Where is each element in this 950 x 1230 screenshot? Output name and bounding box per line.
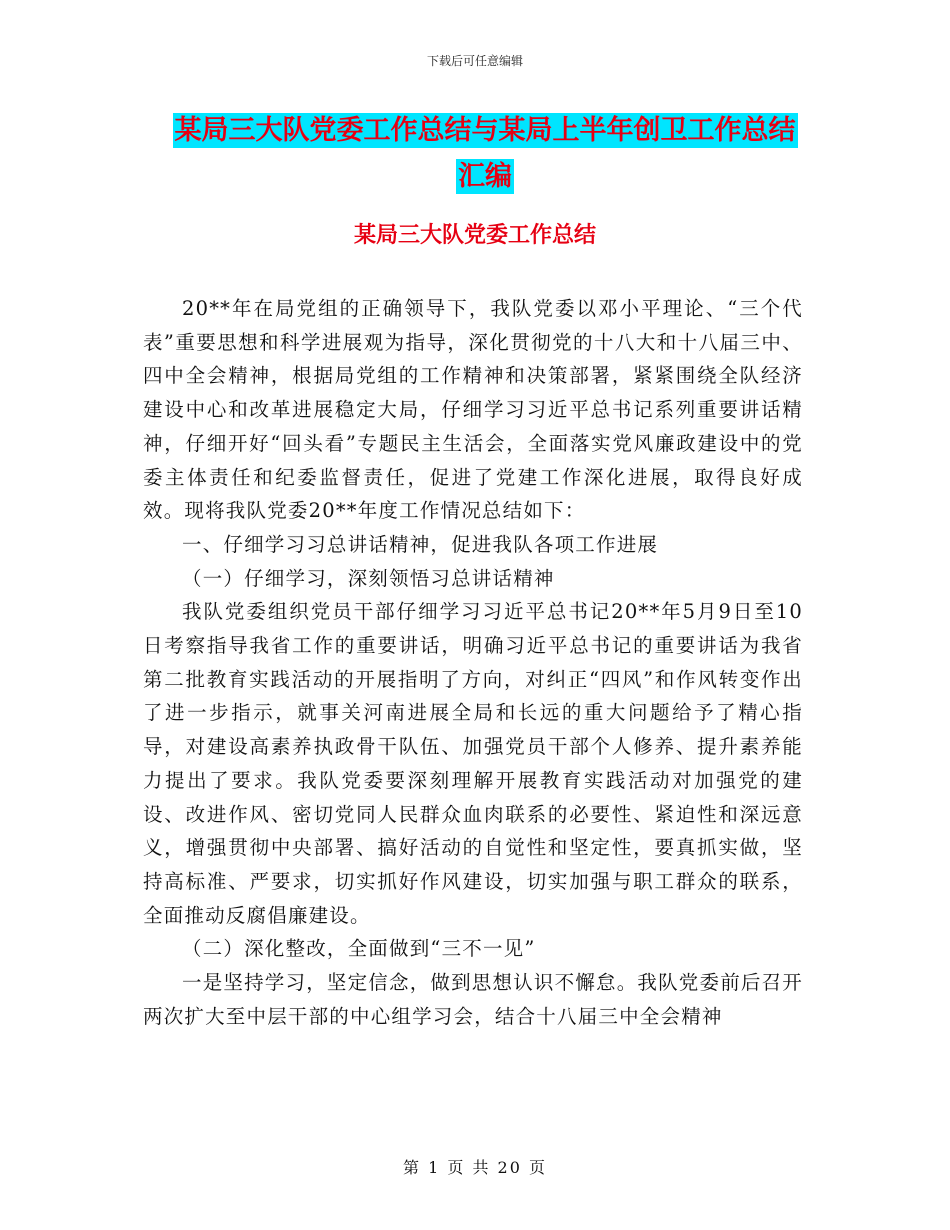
document-title — [140, 108, 830, 200]
title-line-2: 汇编 — [458, 161, 512, 192]
document-body — [143, 292, 803, 1033]
paragraph-study: 我队党委组织党员干部仔细学习习近平总书记20**年5月9日至10日考察指导我省工作的重要讲话，明确习近平总书记的重要讲话为我省第二批教育实践活动的开展指明了方向，对纠正“四风”和作风转变作出了进一步指示，就事关河南进展全局和长远的重大问题给予了精心指导，对建设高素养执政骨干队伍、加强党员干部个人修养、提升素养能力提出了要求。我队党委要深刻理解开展教育实践活动对加强党的建设、改进作风、密切党同人民群众血肉联系的必要性、紧迫性和深远意义，增强贯彻中央部署、搞好活动的自觉性和坚定性，要真抓实做，坚持高标准、严要求，切实抓好作风建设，切实加强与职工群众的联系，全面推动反腐倡廉建设。 — [143, 600, 803, 927]
paragraph-heading-1: 一、仔细学习习总讲话精神，促进我队各项工作进展 — [182, 532, 659, 556]
paragraph-subheading-2: （二）深化整改，全面做到“三不一见” — [182, 937, 536, 961]
paragraph-intro: 20**年在局党组的正确领导下，我队党委以邓小平理论、“三个代表”重要思想和科学进展观为指导，深化贯彻党的十八大和十八届三中、四中全会精神，根据局党组的工作精神和决策部署，紧紧围绕全队经济建设中心和改革进展稳定大局，仔细学习习近平总书记系列重要讲话精神，仔细开好“回头看”专题民主生活会，全面落实党风廉政建设中的党委主体责任和纪委监督责任，促进了党建工作深化进展，取得良好成效。现将我队党委20**年度工作情况总结如下： — [143, 297, 803, 523]
title-line-1: 某局三大队党委工作总结与某局上半年创卫工作总结 — [174, 115, 796, 146]
header-note: 下载后可任意编辑 — [426, 54, 523, 68]
paragraph-subheading-1: （一）仔细学习，深刻领悟习总讲话精神 — [182, 566, 555, 590]
paragraph-rectify: 一是坚持学习，坚定信念，做到思想认识不懈怠。我队党委前后召开两次扩大至中层干部的中心组学习会，结合十八届三中全会精神 — [143, 971, 804, 1028]
page-footer: 第 1 页 共 20 页 — [403, 1158, 547, 1177]
section-title: 某局三大队党委工作总结 — [353, 223, 596, 248]
